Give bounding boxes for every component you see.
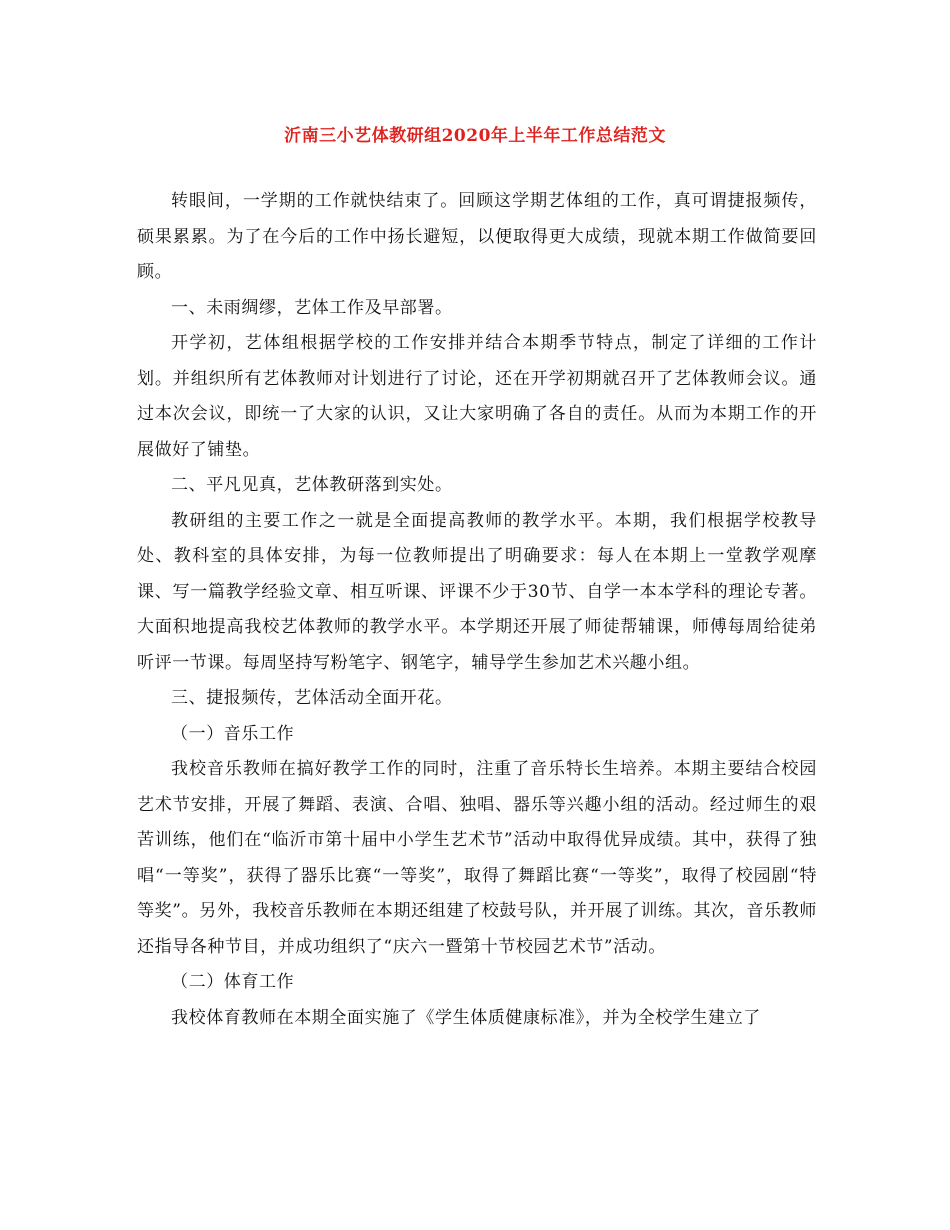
paragraph-section-2: 教研组的主要工作之一就是全面提高教师的教学水平。本期，我们根据学校教导处、教科室的具体安排，为每一位教师提出了明确要求：每人在本期上一堂教学观摩课、写一篇教学经验文章、相互听课、评课不少于30节、自学一本本学科的理论专著。大面积地提高我校艺体教师的教学水平。本学期还开展了师徒帮辅课，师傅每周给徒弟听评一节课。每周坚持写粉笔字、钢笔字，辅导学生参加艺术兴趣小组。 — [137, 510, 817, 673]
section-heading-1: 一、未雨绸缪，艺体工作及早部署。 — [171, 297, 453, 318]
paragraph-section-1: 开学初，艺体组根据学校的工作安排并结合本期季节特点，制定了详细的工作计划。并组织所有艺体教师对计划进行了讨论，还在开学初期就召开了艺体教师会议。通过本次会议，即统一了大家的认识，又让大家明确了各自的责任。从而为本期工作的开展做好了铺垫。 — [137, 333, 817, 460]
subsection-heading-sports: （二）体育工作 — [171, 972, 295, 992]
subsection-heading-music: （一）音乐工作 — [171, 723, 295, 744]
section-heading-2: 二、平凡见真，艺体教研落到实处。 — [171, 475, 453, 495]
section-heading-3: 三、捷报频传，艺体活动全面开花。 — [171, 688, 453, 708]
paragraph-sports: 我校体育教师在本期全面实施了《学生体质健康标准》，并为全校学生建立了 — [171, 1007, 761, 1028]
paragraph-intro: 转眼间，一学期的工作就快结束了。回顾这学期艺体组的工作，真可谓捷报频传，硕果累累。为了在今后的工作中扬长避短，以便取得更大成绩，现就本期工作做简要回顾。 — [137, 191, 817, 282]
document-body — [137, 184, 817, 1036]
paragraph-music: 我校音乐教师在搞好教学工作的同时，注重了音乐特长生培养。本期主要结合校园艺术节安排，开展了舞蹈、表演、合唱、独唱、器乐等兴趣小组的活动。经过师生的艰苦训练，他们在“临沂市第十届中小学生艺术节”活动中取得优异成绩。其中，获得了独唱“一等奖”，获得了器乐比赛“一等奖”，取得了舞蹈比赛“一等奖”，取得了校园剧“特等奖”。另外，我校音乐教师在本期还组建了校鼓号队，并开展了训练。其次，音乐教师还指导各种节目，并成功组织了“庆六一暨第十节校园艺术节”活动。 — [137, 759, 817, 957]
document-title: 沂南三小艺体教研组2020年上半年工作总结范文 — [284, 126, 666, 146]
